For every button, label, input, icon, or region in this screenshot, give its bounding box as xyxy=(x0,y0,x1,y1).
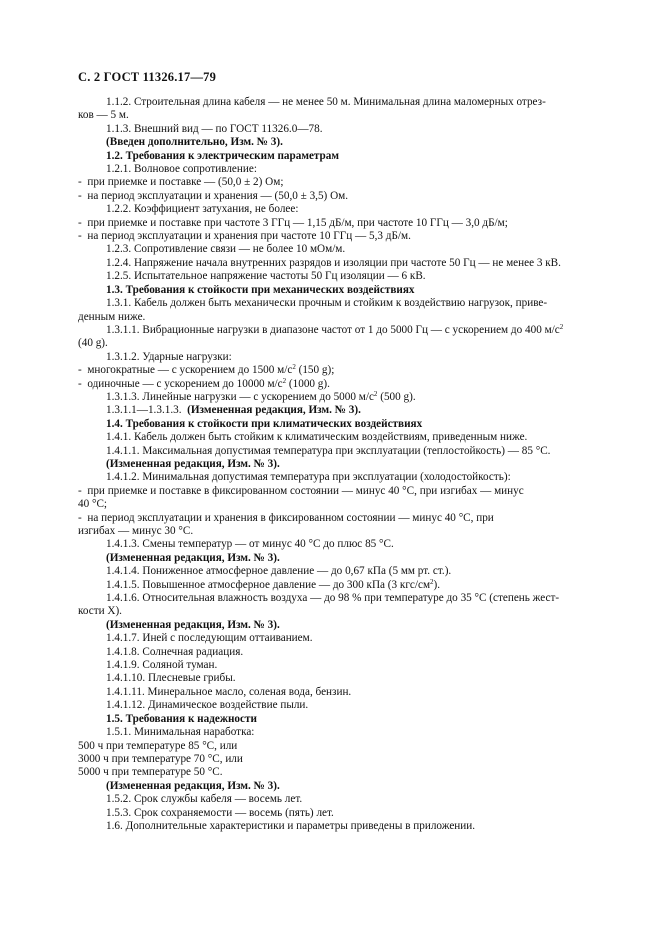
paragraph-1-6: 1.6. Дополнительные характеристики и параметры приведены в приложении. xyxy=(106,819,476,832)
amendment-note: 1.3.1.1—1.3.1.3. (Измененная редакция, Изм. № 3). xyxy=(106,404,361,417)
page-header: С. 2 ГОСТ 11326.17—79 xyxy=(78,70,217,84)
paragraph-1-2-4: 1.2.4. Напряжение начала внутренних разрядов и изоляции при частоте 50 Гц — не менее 3 кВ. xyxy=(106,256,561,269)
list-item: 3000 ч при температуре 70 °С, или xyxy=(78,752,243,765)
amendment-note: (Введен дополнительно, Изм. № 3). xyxy=(106,136,283,149)
paragraph-1-2-2: 1.2.2. Коэффициент затухания, не более: xyxy=(106,203,299,216)
paragraph-1-4-1-4: 1.4.1.4. Пониженное атмосферное давление — до 0,67 кПа (5 мм рт. ст.). xyxy=(106,565,452,578)
paragraph-1-4-1: 1.4.1. Кабель должен быть стойким к климатическим воздействиям, приведенным ниже. xyxy=(106,431,528,444)
paragraph-1-5-2: 1.5.2. Срок службы кабеля — восемь лет. xyxy=(106,793,303,806)
list-item: - при приемке и поставке при частоте 3 ГГц — 1,15 дБ/м, при частоте 10 ГГц — 3,0 дБ/м; xyxy=(78,216,508,229)
paragraph-1-4-1-8: 1.4.1.8. Солнечная радиация. xyxy=(106,645,244,658)
paragraph-1-3-1-2: 1.3.1.2. Ударные нагрузки: xyxy=(106,350,232,363)
paragraph-1-4-1-5: 1.4.1.5. Повышенное атмосферное давление — до 300 кПа (3 кгс/$см^2$). xyxy=(106,577,441,591)
amendment-note: (Измененная редакция, Изм. № 3). xyxy=(106,457,280,470)
list-item: 500 ч при температуре 85 °С, или xyxy=(78,739,238,752)
paragraph-1-4-1-9: 1.4.1.9. Соляной туман. xyxy=(106,659,218,672)
paragraph-1-3-1: 1.3.1. Кабель должен быть механически прочным и стойким к воздействию нагрузок, приве- денным ниже. xyxy=(78,297,548,323)
document-body xyxy=(78,96,615,833)
list-item: - одиночные — с ускорением до 10000 $м/с^2$ (1000 g). xyxy=(78,376,330,390)
amendment-note: (Измененная редакция, Изм. № 3). xyxy=(106,779,280,792)
paragraph-1-5-1: 1.5.1. Минимальная наработка: xyxy=(106,726,255,739)
paragraph-1-4-1-6: 1.4.1.6. Относительная влажность воздуха — до 98 % при температуре до 35 °С (степень жест- кости X). xyxy=(78,592,560,618)
list-item: - при приемке и поставке — (50,0 ± 2) Ом; xyxy=(78,176,284,189)
paragraph-1-4-1-2: 1.4.1.2. Минимальная допустимая температура при эксплуатации (холодостойкость): xyxy=(106,471,511,484)
paragraph-1-4-1-1: 1.4.1.1. Максимальная допустимая температура при эксплуатации (теплостойкость) — 85 °С. xyxy=(106,444,551,457)
paragraph-1-1-2: 1.1.2. Строительная длина кабеля — не менее 50 м. Минимальная длина маломерных отрез- ков — 5 м. xyxy=(78,96,546,122)
list-item: - на период эксплуатации и хранения при частоте 10 ГГц — 5,3 дБ/м. xyxy=(78,230,411,243)
paragraph-1-4-1-3: 1.4.1.3. Смены температур — от минус 40 °С до плюс 85 °С. xyxy=(106,538,394,551)
paragraph-1-4-1-11: 1.4.1.11. Минеральное масло, соленая вода, бензин. xyxy=(106,685,352,698)
paragraph-1-1-3: 1.1.3. Внешний вид — по ГОСТ 11326.0—78. xyxy=(106,122,323,135)
paragraph-1-2-1: 1.2.1. Волновое сопротивление: xyxy=(106,163,257,176)
amendment-note: (Измененная редакция, Изм. № 3). xyxy=(106,618,280,631)
paragraph-1-5-3: 1.5.3. Срок сохраняемости — восемь (пять) лет. xyxy=(106,806,334,819)
list-item: - на период эксплуатации и хранения — (50,0 ± 3,5) Ом. xyxy=(78,189,349,202)
paragraph-1-4-1-7: 1.4.1.7. Иней с последующим оттаиванием. xyxy=(106,632,313,645)
list-item: - при приемке и поставке в фиксированном состоянии — минус 40 °С, при изгибах — минус 40 °С; xyxy=(78,484,524,511)
section-heading-1-2: 1.2. Требования к электрическим параметрам xyxy=(106,149,339,162)
paragraph-1-4-1-10: 1.4.1.10. Плесневые грибы. xyxy=(106,672,236,685)
list-item: - многократные — с ускорением до 1500 $м/с^2$ (150 g); xyxy=(78,363,335,377)
list-item: 5000 ч при температуре 50 °С. xyxy=(78,766,223,779)
section-heading-1-5: 1.5. Требования к надежности xyxy=(106,712,257,725)
paragraph-1-3-1-3: 1.3.1.3. Линейные нагрузки — с ускорением до 5000 $м/с^2$ (500 g). xyxy=(106,389,416,403)
paragraph-1-4-1-12: 1.4.1.12. Динамическое воздействие пыли. xyxy=(106,699,309,712)
amendment-note: (Измененная редакция, Изм. № 3). xyxy=(106,551,280,564)
paragraph-1-3-1-1: 1.3.1.1. Вибрационные нагрузки в диапазоне частот от 1 до 5000 Гц — с ускорением до 400 $м/с^2$ (40 g). xyxy=(78,322,564,350)
paragraph-1-2-5: 1.2.5. Испытательное напряжение частоты 50 Гц изоляции — 6 кВ. xyxy=(106,270,426,283)
list-item: - на период эксплуатации и хранения в фиксированном состоянии — минус 40 °С, при изгибах — минус 30 °С. xyxy=(78,511,494,537)
section-heading-1-4: 1.4. Требования к стойкости при климатических воздействиях xyxy=(106,417,423,430)
section-heading-1-3: 1.3. Требования к стойкости при механических воздействиях xyxy=(106,283,415,296)
paragraph-1-2-3: 1.2.3. Сопротивление связи — не более 10 мОм/м. xyxy=(106,243,346,256)
